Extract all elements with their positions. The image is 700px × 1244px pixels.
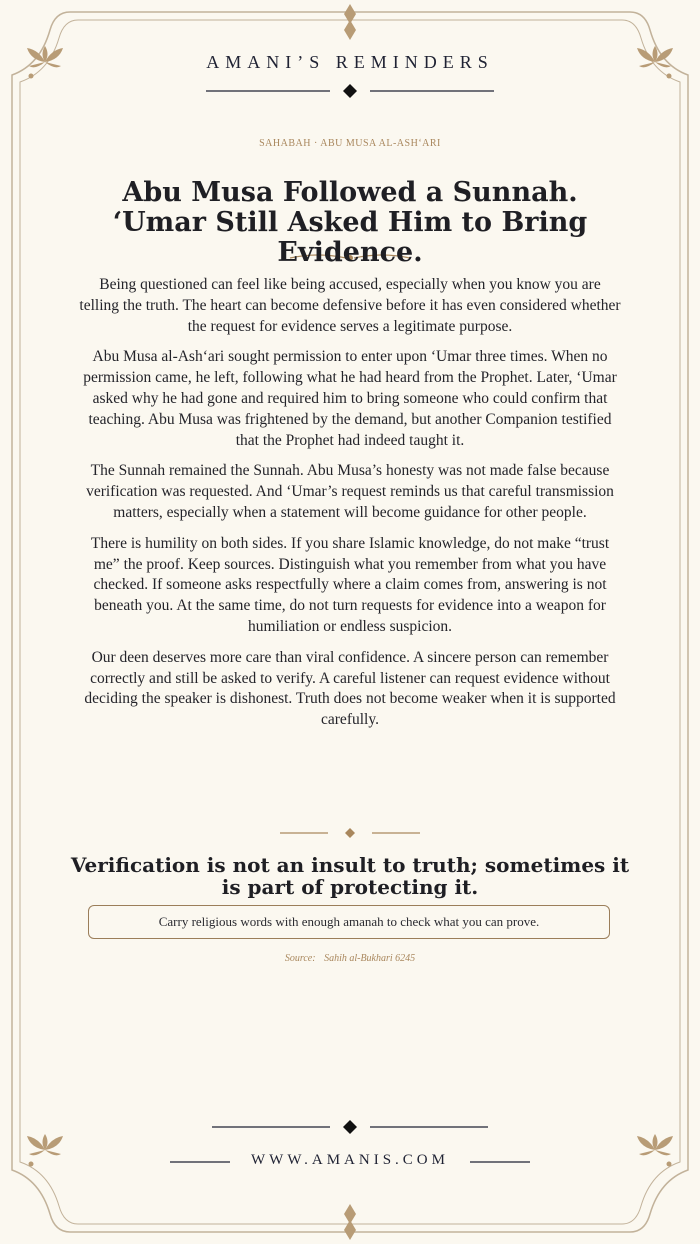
paragraph: There is humility on both sides. If you share Islamic knowledge, do not make “trust me” the proof. Keep sources. Distinguish what you remember from what you have checked. If someone asks respectfully where a claim comes from, answering is not beneath you. At the same time, do not turn requests for evidence into a weapon for humiliation or endless suspicion. bbox=[90, 534, 610, 635]
top-center-ornament-icon bbox=[344, 4, 356, 40]
takeaway-text: Carry religious words with enough amanah to check what you can prove. bbox=[158, 914, 540, 929]
source-citation bbox=[0, 953, 700, 964]
bottom-center-ornament-icon bbox=[344, 1204, 356, 1240]
source-value: Sahih al-Bukhari 6245 bbox=[324, 953, 416, 964]
page-title: Abu Musa Followed a Sunnah. ‘Umar Still Asked Him to Bring Evidence. bbox=[112, 177, 588, 268]
paragraph: Abu Musa al-Ash‘ari sought permission to enter upon ‘Umar three times. When no permission came, he left, following what he had heard from the Prophet. Later, ‘Umar asked why he had gone and required him to bring someone who could confirm that teaching. Abu Musa was frightened by the demand, but another Companion testified that the Prophet had indeed taught it. bbox=[83, 348, 617, 449]
paragraph: Our deen deserves more care than viral confidence. A sincere person can remember correctly and still be asked to verify. A careful listener can request evidence without deciding the speaker is dishonest. Truth does not become weaker when it is supported carefully. bbox=[84, 648, 616, 729]
takeaway-box bbox=[88, 905, 610, 939]
source-label: Source: bbox=[284, 953, 316, 964]
pull-quote: Verification is not an insult to truth; sometimes it is part of protecting it. bbox=[70, 853, 630, 899]
footer-website-link[interactable]: WWW.AMANIS.COM bbox=[251, 1152, 449, 1168]
section-divider bbox=[280, 828, 420, 838]
article-body bbox=[78, 275, 622, 741]
category-kicker: SAHABAH · ABU MUSA AL-ASH‘ARI bbox=[259, 138, 441, 149]
header-divider bbox=[206, 84, 494, 98]
paragraph: Being questioned can feel like being accused, especially when you know you are telling the truth. The heart can become defensive before it has even considered whether the request for evidence serves a legitimate purpose. bbox=[79, 276, 621, 335]
brand-title: AMANI’S REMINDERS bbox=[206, 52, 494, 72]
paragraph: The Sunnah remained the Sunnah. Abu Musa’s honesty was not made false because verification was requested. And ‘Umar’s request reminds us that careful transmission matters, especially when a statement will become guidance for other people. bbox=[86, 462, 614, 521]
